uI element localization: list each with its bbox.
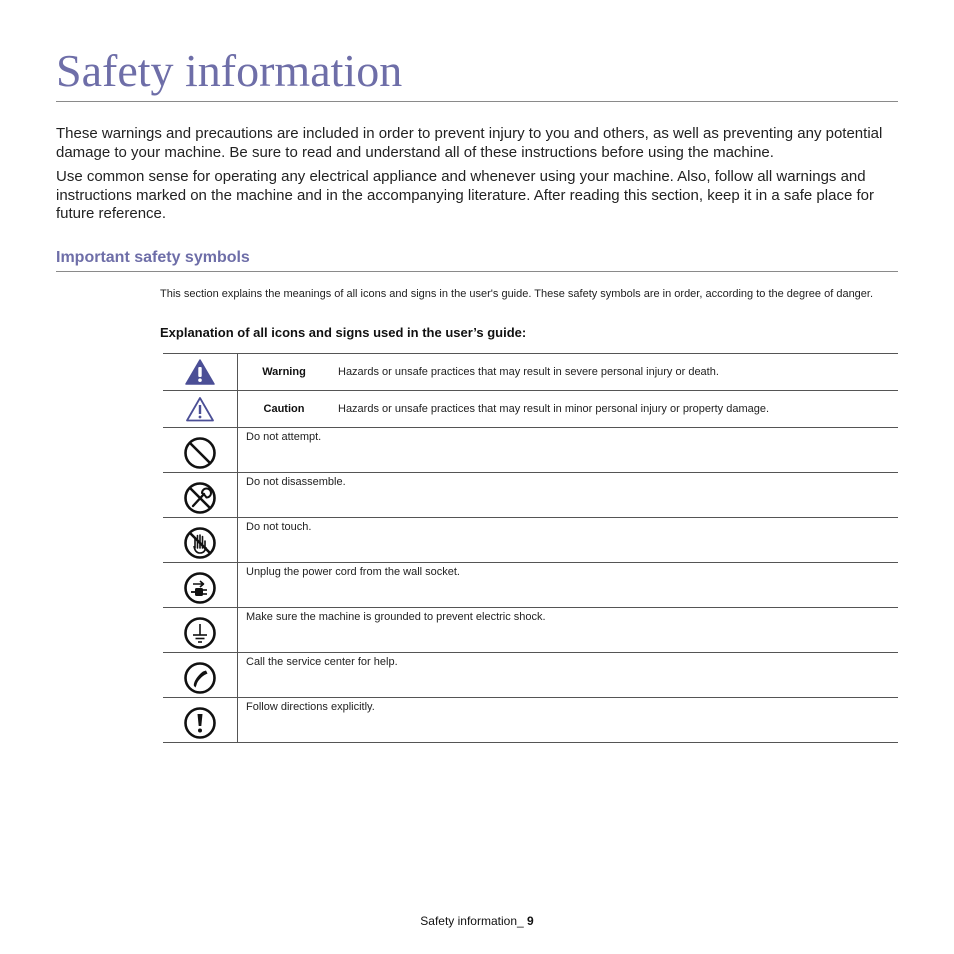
symbol-description: Make sure the machine is grounded to prevent electric shock. [246,611,546,623]
table-row [163,608,898,653]
symbols-table-heading: Explanation of all icons and signs used in the user’s guide: [160,325,527,340]
warning-label: Warning [262,366,306,378]
caution-label: Caution [263,403,305,415]
table-row [163,653,898,698]
section-title: Important safety symbols [56,249,250,266]
symbol-description: Do not attempt. [246,431,322,443]
caution-description: Hazards or unsafe practices that may result in minor personal injury or property damage. [338,403,770,415]
table-row [163,563,898,608]
table-row [163,391,898,428]
footer-label: Safety information_ [420,914,524,928]
symbol-description: Unplug the power cord from the wall socket. [246,566,460,578]
ground-icon [183,616,217,650]
service-call-icon [183,661,217,695]
symbol-description: Call the service center for help. [246,656,398,668]
warning-filled-triangle-icon [185,359,215,385]
symbol-description: Do not disassemble. [246,476,346,488]
symbol-description: Do not touch. [246,521,312,533]
table-row [163,518,898,563]
section-divider [56,271,898,272]
table-row [163,698,898,743]
warning-description: Hazards or unsafe practices that may result in severe personal injury or death. [338,366,719,378]
symbol-description: Follow directions explicitly. [246,701,375,713]
table-row [163,428,898,473]
unplug-icon [183,571,217,605]
page-title: Safety information [56,45,403,96]
caution-outline-triangle-icon [185,396,215,422]
section-intro: This section explains the meanings of all icons and signs in the user's guide. These safety symbols are in order, according to the degree of danger. [160,288,874,300]
intro-paragraph-2: Use common sense for operating any electrical appliance and whenever using your machine. Also, follow all warnings and instructions marked on the machine and in the accompanying literature. After reading this section, keep it in a safe place for future reference. [56,168,874,222]
title-divider [56,101,898,102]
table-row [163,473,898,518]
prohibited-icon [183,436,217,470]
intro-text [56,125,906,230]
no-touch-icon [183,526,217,560]
page-footer [0,914,954,929]
intro-paragraph-1: These warnings and precautions are included in order to prevent injury to you and others, as well as preventing any potential damage to your machine. Be sure to read and understand all of these instructions before using the machine. [56,125,883,161]
no-disassemble-icon [183,481,217,515]
table-row [163,354,898,391]
follow-directions-icon [183,706,217,740]
safety-symbols-table [163,353,898,743]
page-number: 9 [527,914,534,928]
